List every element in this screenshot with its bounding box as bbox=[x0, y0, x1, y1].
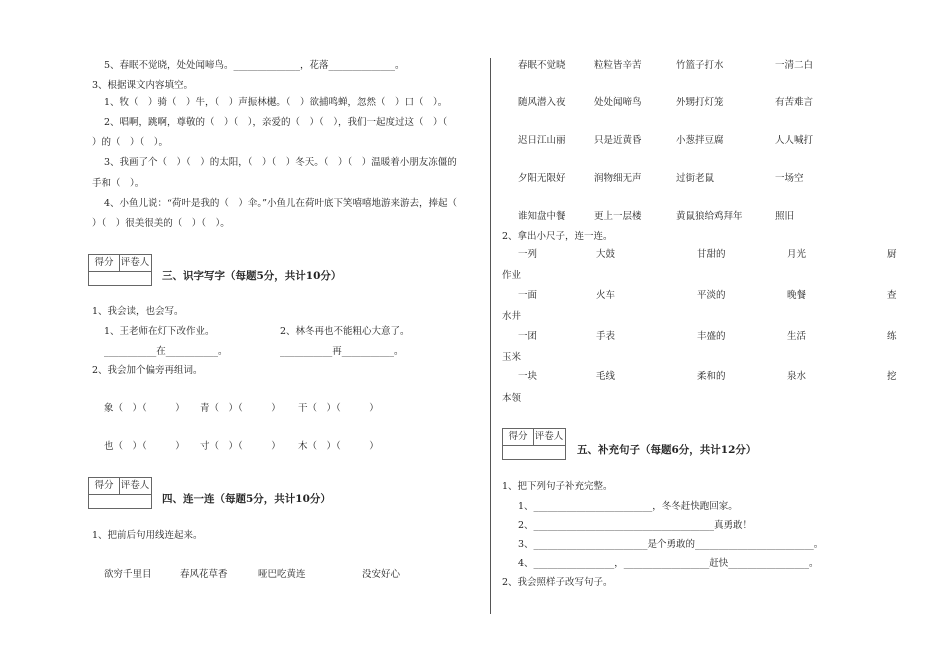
match-item: 粒粒皆辛苦 bbox=[594, 60, 642, 71]
question-3-heading: 3、根据课文内容填空。 bbox=[92, 80, 194, 91]
match-item: 只是近黄昏 bbox=[594, 135, 642, 146]
ruler-item: 一面 bbox=[518, 290, 538, 301]
section-3-blank-b: ___________再___________。 bbox=[280, 346, 404, 357]
radical-item: 干（ ）（ ） bbox=[298, 403, 379, 414]
ruler-item: 晚餐 bbox=[787, 290, 807, 301]
score-box-section-4 bbox=[88, 477, 152, 495]
match-item: 有苦难言 bbox=[775, 97, 814, 108]
ruler-wrap: 水井 bbox=[502, 311, 522, 322]
match-item: 更上一层楼 bbox=[594, 211, 642, 222]
sentence-3: 3、________________________是个勇敢的_________________________。 bbox=[518, 539, 824, 550]
sentence-4: 4、_________________，__________________赶快_________________。 bbox=[518, 558, 819, 569]
grader-label: 评卷人 bbox=[120, 257, 150, 268]
match-item: 照旧 bbox=[775, 211, 795, 222]
fill-line-4-wrap: ）（ ）很美很美的（ ）（ ）。 bbox=[92, 218, 230, 229]
match-item: 夕阳无限好 bbox=[518, 173, 566, 184]
section-3-title: 三、识字写字（每题5分，共计10分） bbox=[162, 270, 342, 282]
score-box-section-3 bbox=[88, 254, 152, 272]
connect-item: 欲穷千里目 bbox=[104, 569, 152, 580]
match-item: 竹篮子打水 bbox=[676, 60, 724, 71]
fill-line-1: 1、牧（ ）骑（ ）牛，（ ）声振林樾。（ ）欲捕鸣蝉，忽然（ ）口（ ）。 bbox=[104, 97, 448, 108]
ruler-item: 大鼓 bbox=[596, 249, 616, 260]
radical-item: 象（ ）（ ） bbox=[104, 403, 185, 414]
connect-item: 哑巴吃黄连 bbox=[258, 569, 306, 580]
match-item: 润物细无声 bbox=[594, 173, 642, 184]
score-box-blank bbox=[88, 494, 152, 509]
ruler-item: 查 bbox=[887, 290, 897, 301]
radical-item: 也（ ）（ ） bbox=[104, 441, 185, 452]
fill-line-2-wrap: ）的（ ）（ ）。 bbox=[92, 137, 169, 148]
radical-item: 寸（ ）（ ） bbox=[200, 441, 281, 452]
ruler-item: 一团 bbox=[518, 331, 538, 342]
radical-item: 青（ ）（ ） bbox=[200, 403, 281, 414]
match-item: 过街老鼠 bbox=[676, 173, 715, 184]
sentence-2: 2、______________________________________真勇敢！ bbox=[518, 520, 753, 531]
section-4-title: 四、连一连（每题5分，共计10分） bbox=[162, 493, 331, 505]
section-3-q1: 1、我会读，也会写。 bbox=[92, 306, 184, 317]
ruler-question: 2、拿出小尺子，连一连。 bbox=[502, 231, 613, 242]
section-5-q2: 2、我会照样子改写句子。 bbox=[502, 577, 613, 588]
column-divider bbox=[490, 58, 491, 614]
grader-label: 评卷人 bbox=[120, 480, 150, 491]
score-box-section-5 bbox=[502, 428, 566, 446]
score-label: 得分 bbox=[89, 478, 120, 494]
ruler-item: 一列 bbox=[518, 249, 538, 260]
fill-line-2: 2、唱啊，跳啊，尊敬的（ ）（ ），亲爱的（ ）（ ），我们一起度过这（ ）（ bbox=[104, 117, 448, 128]
ruler-item: 毛线 bbox=[596, 371, 616, 382]
ruler-item: 平淡的 bbox=[697, 290, 726, 301]
score-box-blank bbox=[502, 445, 566, 460]
section-5-title: 五、补充句子（每题6分，共计12分） bbox=[577, 444, 757, 456]
ruler-wrap: 作业 bbox=[502, 270, 522, 281]
ruler-item: 泉水 bbox=[787, 371, 807, 382]
section-5-q1: 1、把下列句子补充完整。 bbox=[502, 481, 613, 492]
match-item: 人人喊打 bbox=[775, 135, 814, 146]
fill-line-4: 4、小鱼儿说：“荷叶是我的（ ）伞。”小鱼儿在荷叶底下笑嘻嘻地游来游去，捧起（ bbox=[104, 198, 458, 209]
match-item: 谁知盘中餐 bbox=[518, 211, 566, 222]
score-label: 得分 bbox=[89, 255, 120, 271]
ruler-wrap: 玉米 bbox=[502, 352, 522, 363]
match-item: 外甥打灯笼 bbox=[676, 97, 724, 108]
ruler-item: 月光 bbox=[787, 249, 807, 260]
match-item: 迟日江山丽 bbox=[518, 135, 566, 146]
poem-line-5: 5、春眠不觉晓，处处闻啼鸟。______________，花落______________。 bbox=[104, 60, 405, 71]
ruler-item: 一块 bbox=[518, 371, 538, 382]
connect-item: 没安好心 bbox=[362, 569, 401, 580]
section-4-q1: 1、把前后句用线连起来。 bbox=[92, 530, 203, 541]
score-label: 得分 bbox=[503, 429, 534, 445]
section-3-q2: 2、我会加个偏旁再组词。 bbox=[92, 365, 203, 376]
section-3-blank-a: ___________在___________。 bbox=[104, 346, 228, 357]
match-item: 处处闻啼鸟 bbox=[594, 97, 642, 108]
match-item: 春眠不觉晓 bbox=[518, 60, 566, 71]
sentence-1: 1、_________________________，冬冬赶快跑回家。 bbox=[518, 501, 738, 512]
ruler-item: 挖 bbox=[887, 371, 897, 382]
grader-label: 评卷人 bbox=[534, 431, 564, 442]
ruler-item: 火车 bbox=[596, 290, 616, 301]
connect-item: 春风花草香 bbox=[180, 569, 228, 580]
radical-item: 木（ ）（ ） bbox=[298, 441, 379, 452]
ruler-item: 手表 bbox=[596, 331, 616, 342]
match-item: 黄鼠狼给鸡拜年 bbox=[676, 211, 743, 222]
ruler-item: 丰盛的 bbox=[697, 331, 726, 342]
match-item: 随风潜入夜 bbox=[518, 97, 566, 108]
ruler-wrap: 本领 bbox=[502, 393, 522, 404]
match-item: 一清二白 bbox=[775, 60, 814, 71]
ruler-item: 生活 bbox=[787, 331, 807, 342]
fill-line-3-wrap: 手和（ ）。 bbox=[92, 178, 145, 189]
match-item: 一场空 bbox=[775, 173, 804, 184]
ruler-item: 厨 bbox=[887, 249, 897, 260]
match-item: 小葱拌豆腐 bbox=[676, 135, 724, 146]
section-3-q1a: 1、王老师在灯下改作业。 bbox=[104, 326, 215, 337]
ruler-item: 柔和的 bbox=[697, 371, 726, 382]
ruler-item: 甘甜的 bbox=[697, 249, 726, 260]
ruler-item: 练 bbox=[887, 331, 897, 342]
section-3-q1b: 2、林冬再也不能粗心大意了。 bbox=[280, 326, 410, 337]
score-box-blank bbox=[88, 271, 152, 286]
fill-line-3: 3、我画了个（ ）（ ）的太阳，（ ）（ ）冬天。（ ）（ ）温暖着小朋友冻僵的 bbox=[104, 157, 457, 168]
